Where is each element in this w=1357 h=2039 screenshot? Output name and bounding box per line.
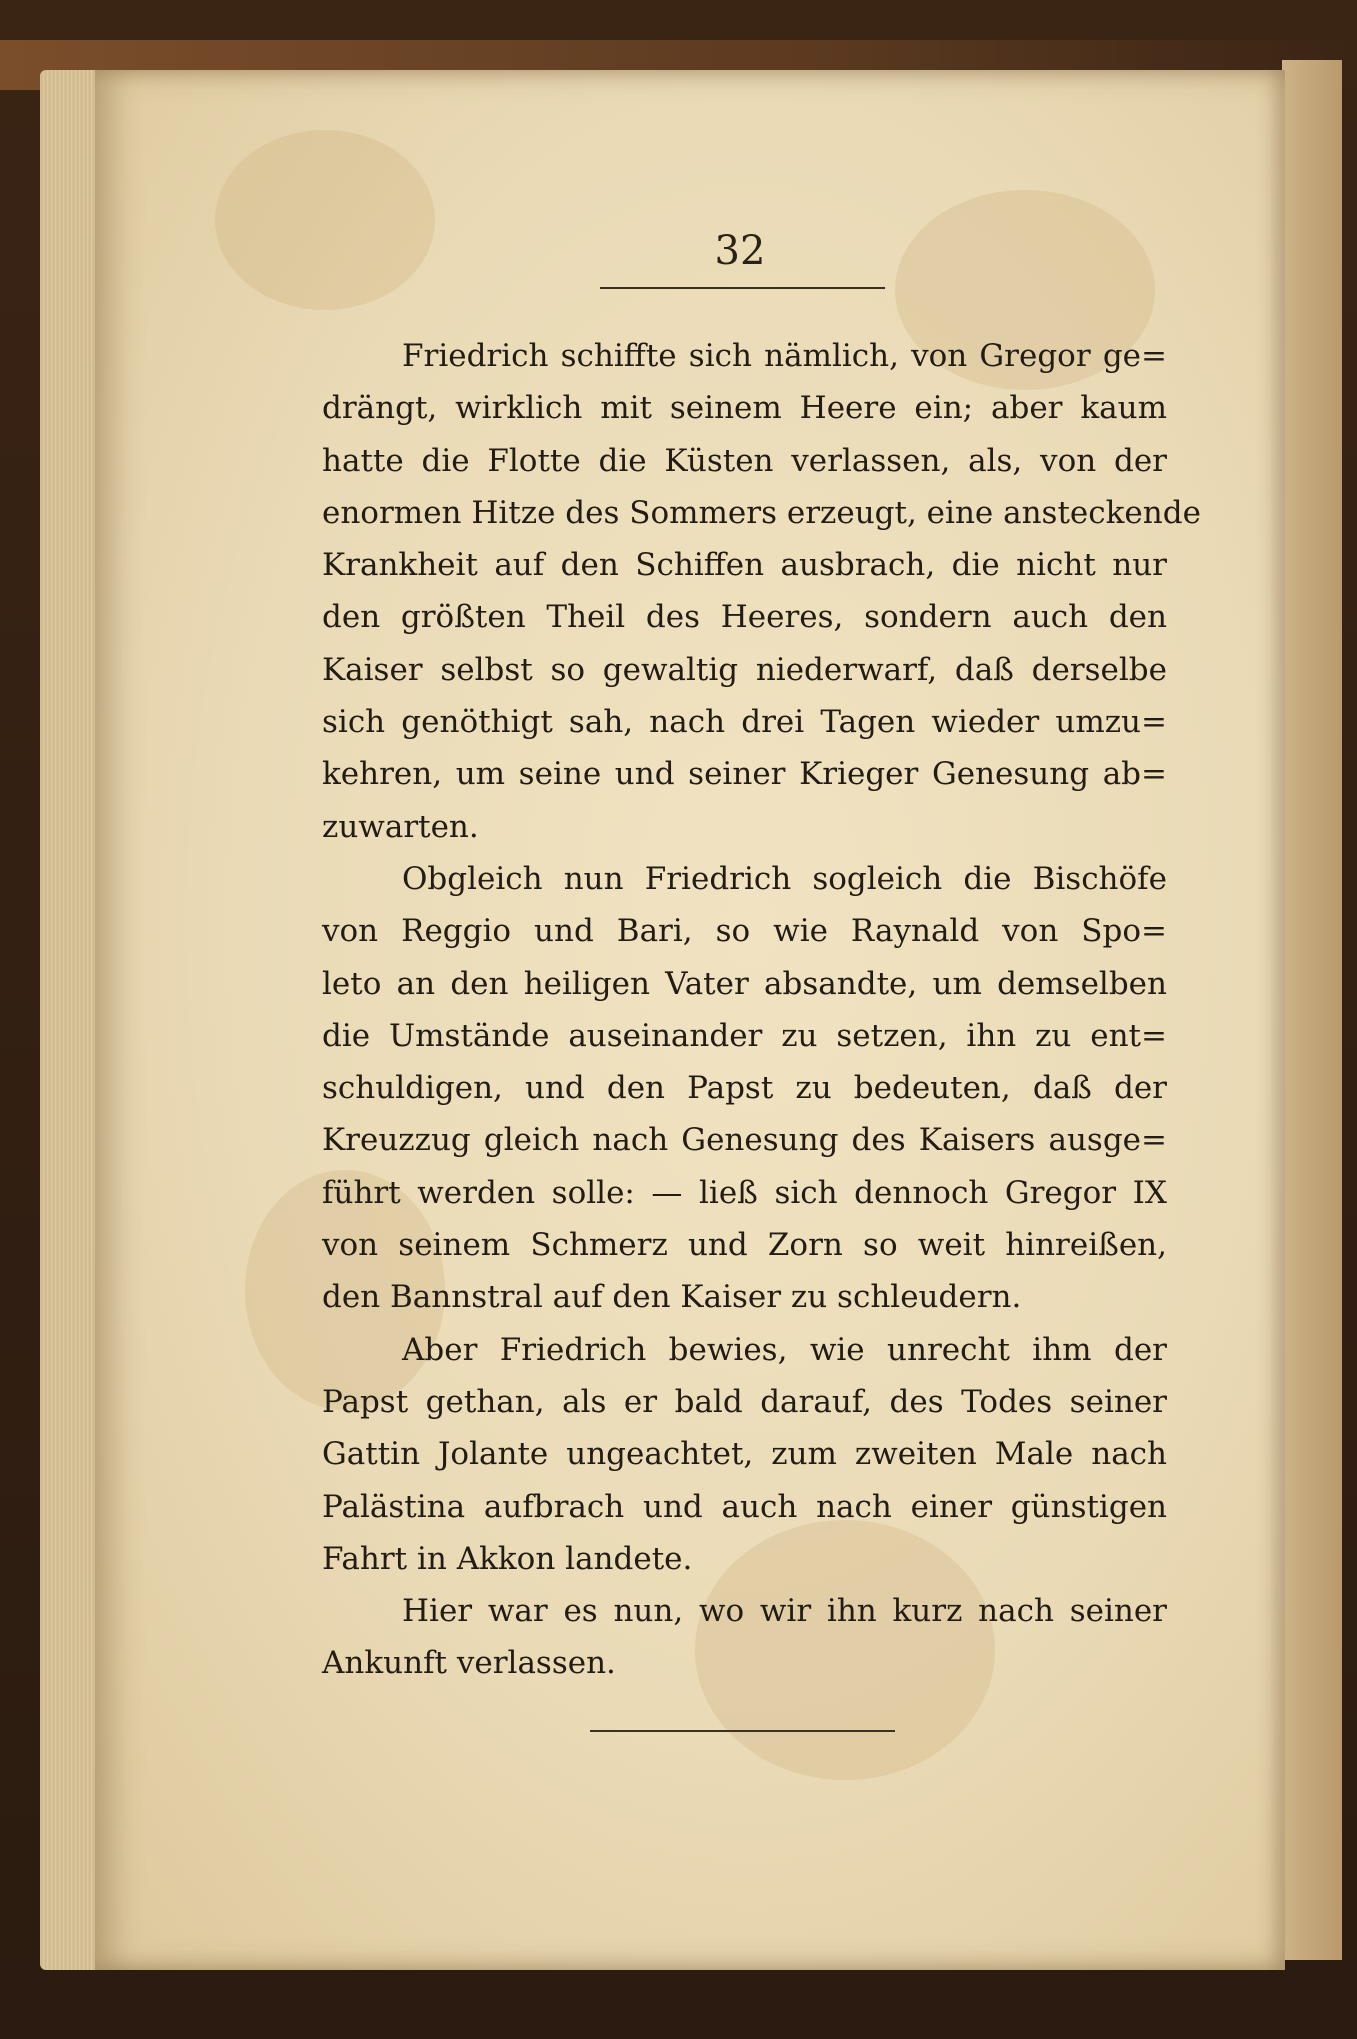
text-line: drängt, wirklich mit seinem Heere ein; aber kaum (322, 390, 1167, 427)
text-line: Papst gethan, als er bald darauf, des Todes seiner (322, 1383, 1167, 1420)
text-line: enormen Hitze des Sommers erzeugt, eine ansteckende (322, 494, 1201, 531)
footer-rule (590, 1730, 895, 1732)
text-line: kehren, um seine und seiner Krieger Genesung ab= (322, 756, 1167, 793)
text-line: sich genöthigt sah, nach drei Tagen wieder umzu= (322, 704, 1167, 741)
body-text (322, 330, 1201, 1690)
text-line: den größten Theil des Heeres, sondern auch den (322, 599, 1167, 636)
text-line: hatte die Flotte die Küsten verlassen, als, von der (322, 442, 1167, 479)
adjacent-page-edge (1282, 60, 1342, 1960)
text-line: Hier war es nun, wo wir ihn kurz nach seiner (402, 1593, 1167, 1630)
header-rule (600, 287, 885, 289)
text-line: Kaiser selbst so gewaltig niederwarf, daß derselbe (322, 651, 1167, 688)
text-line: leto an den heiligen Vater absandte, um demselben (322, 965, 1167, 1002)
text-line: Kreuzzug gleich nach Genesung des Kaisers ausge= (322, 1122, 1167, 1159)
text-line: zuwarten. (322, 808, 479, 845)
paper-stain (215, 130, 435, 310)
page-number: 32 (714, 228, 766, 274)
text-line: von seinem Schmerz und Zorn so weit hinreißen, (322, 1227, 1167, 1264)
text-line: Ankunft verlassen. (322, 1645, 616, 1682)
text-line: den Bannstral auf den Kaiser zu schleudern. (322, 1279, 1022, 1316)
text-line: Fahrt in Akkon landete. (322, 1540, 693, 1577)
text-line: die Umstände auseinander zu setzen, ihn zu ent= (322, 1017, 1167, 1054)
text-line: Aber Friedrich bewies, wie unrecht ihm der (402, 1331, 1167, 1368)
text-line: Obgleich nun Friedrich sogleich die Bischöfe (402, 860, 1167, 897)
text-line: Gattin Jolante ungeachtet, zum zweiten Male nach (322, 1436, 1167, 1473)
text-line: Palästina aufbrach und auch nach einer günstigen (322, 1488, 1167, 1525)
text-line: Friedrich schiffte sich nämlich, von Gregor ge= (402, 338, 1167, 374)
text-line: von Reggio und Bari, so wie Raynald von Spo= (322, 913, 1167, 950)
text-line: führt werden solle: — ließ sich dennoch Gregor IX (322, 1174, 1167, 1211)
text-line: Krankheit auf den Schiffen ausbrach, die nicht nur (322, 547, 1167, 584)
text-line: schuldigen, und den Papst zu bedeuten, daß der (322, 1070, 1167, 1107)
